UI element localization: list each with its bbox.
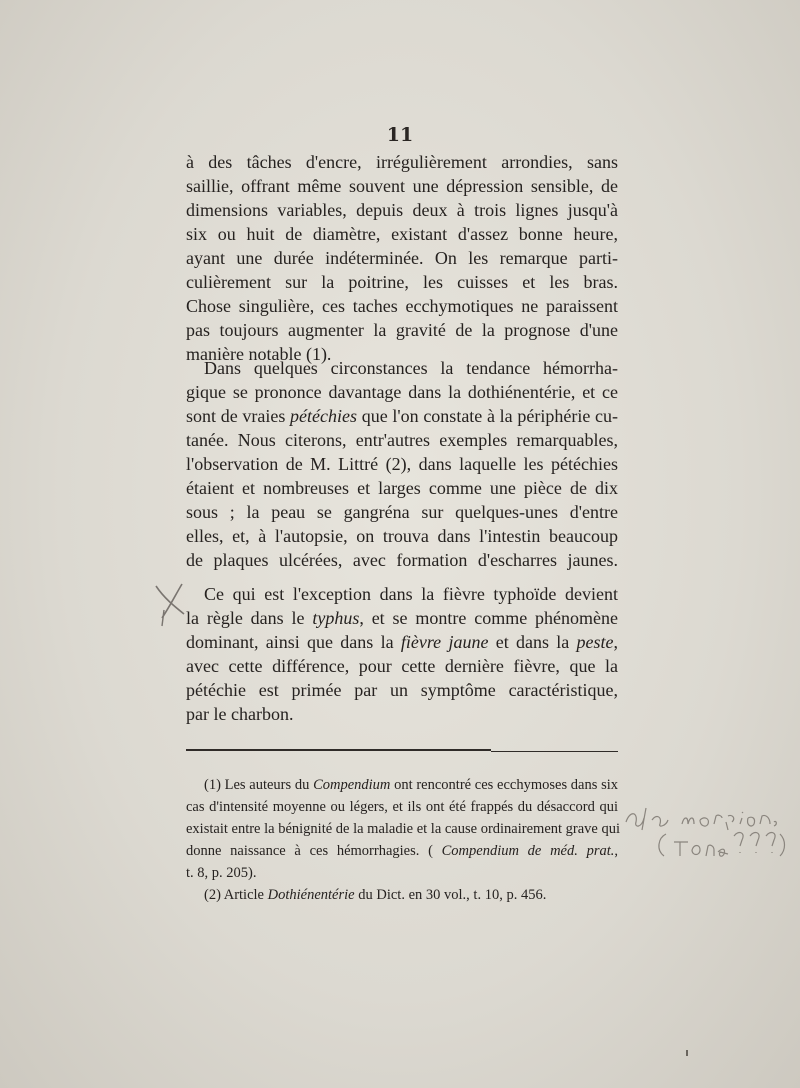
text-run: , xyxy=(614,843,618,859)
text-line: avec cette différence, pour cette dernière fièvre, que la xyxy=(186,656,618,676)
text-line: sous ; la peau se gangréna sur quelques-unes d'entre xyxy=(186,502,618,522)
handwritten-cross-mark xyxy=(152,580,188,628)
italic-term: Compendium xyxy=(313,777,391,793)
paragraph-3 xyxy=(186,582,618,726)
page-number: 11 xyxy=(386,124,414,146)
text-line: à des tâches d'encre, irrégulièrement arrondies, sans xyxy=(186,152,618,172)
footnote-rule xyxy=(186,749,491,751)
footnotes xyxy=(186,774,621,906)
text-line: gique se prononce davantage dans la dothiénentérie, et ce xyxy=(186,382,618,402)
text-line xyxy=(186,630,618,654)
paragraph-1 xyxy=(186,150,618,366)
footnote-rule-thin xyxy=(491,751,618,752)
text-line: elles, et, à l'autopsie, on trouva dans l'intestin beaucoup xyxy=(186,526,618,546)
italic-term: Compendium de méd. prat. xyxy=(441,843,615,859)
footnote-line: t. 8, p. 205). xyxy=(186,865,257,881)
paper-mark xyxy=(686,1050,688,1056)
text-line: tanée. Nous citerons, entr'autres exemples remarquables, xyxy=(186,430,618,450)
footnote-line xyxy=(186,774,618,796)
text-run: ont rencontré ces ecchymoses dans six xyxy=(390,777,619,793)
footnote-line xyxy=(186,840,618,862)
text-line: dimensions variables, depuis deux à trois lignes jusqu'à xyxy=(186,200,618,220)
footnote-line xyxy=(186,884,618,906)
italic-term: typhus xyxy=(312,608,360,628)
text-run: sont de vraies xyxy=(186,406,291,426)
text-line xyxy=(186,404,618,428)
text-run: que l'on constate à la périphérie cu- xyxy=(357,406,618,426)
text-run: , et se montre comme phénomène xyxy=(359,608,618,628)
text-run: , xyxy=(613,632,619,652)
text-line: pétéchie est primée par un symptôme caractéristique, xyxy=(186,680,618,700)
text-run: (2) Article xyxy=(204,887,268,903)
text-line: étaient et nombreuses et larges comme une pièce de dix xyxy=(186,478,618,498)
text-line: manière notable (1). xyxy=(186,344,332,364)
text-line: Ce qui est l'exception dans la fièvre typhoïde devient xyxy=(204,584,618,604)
text-run: (1) Les auteurs du xyxy=(204,777,314,793)
text-line: pas toujours augmenter la gravité de la prognose d'une xyxy=(186,320,618,340)
italic-term: pétéchies xyxy=(290,406,358,426)
text-run: du Dict. en 30 vol., t. 10, p. 456. xyxy=(354,887,547,903)
text-run: la règle dans le xyxy=(186,608,313,628)
italic-term: Dothiénentérie xyxy=(267,887,355,903)
text-line: culièrement sur la poitrine, les cuisses et les bras. xyxy=(186,272,618,292)
text-line: ayant une durée indéterminée. On les remarque parti- xyxy=(186,248,618,268)
text-run: dominant, ainsi que dans la xyxy=(186,632,401,652)
footnote-line: existait entre la bénignité de la maladie et la cause ordinairement grave qui xyxy=(186,821,621,837)
italic-term: peste xyxy=(576,632,614,652)
text-line: l'observation de M. Littré (2), dans laquelle les pétéchies xyxy=(186,454,618,474)
paragraph-2 xyxy=(186,356,618,572)
text-line: par le charbon. xyxy=(186,704,294,724)
handwritten-margin-note xyxy=(622,800,792,870)
text-line: saillie, offrant même souvent une dépression sensible, de xyxy=(186,176,618,196)
text-run: et dans la xyxy=(488,632,577,652)
italic-term: fièvre jaune xyxy=(400,632,489,652)
footnote-line: cas d'intensité moyenne ou légers, et ils ont été frappés du désaccord qui xyxy=(186,799,618,815)
text-run: donne naissance à ces hémorrhagies. ( xyxy=(186,843,442,859)
text-line: Dans quelques circonstances la tendance hémorrha- xyxy=(204,358,618,378)
text-line: de plaques ulcérées, avec formation d'escharres jaunes. xyxy=(186,550,618,570)
text-line xyxy=(186,606,618,630)
text-line: six ou huit de diamètre, existant d'assez bonne heure, xyxy=(186,224,618,244)
text-line: Chose singulière, ces taches ecchymotiques ne paraissent xyxy=(186,296,618,316)
